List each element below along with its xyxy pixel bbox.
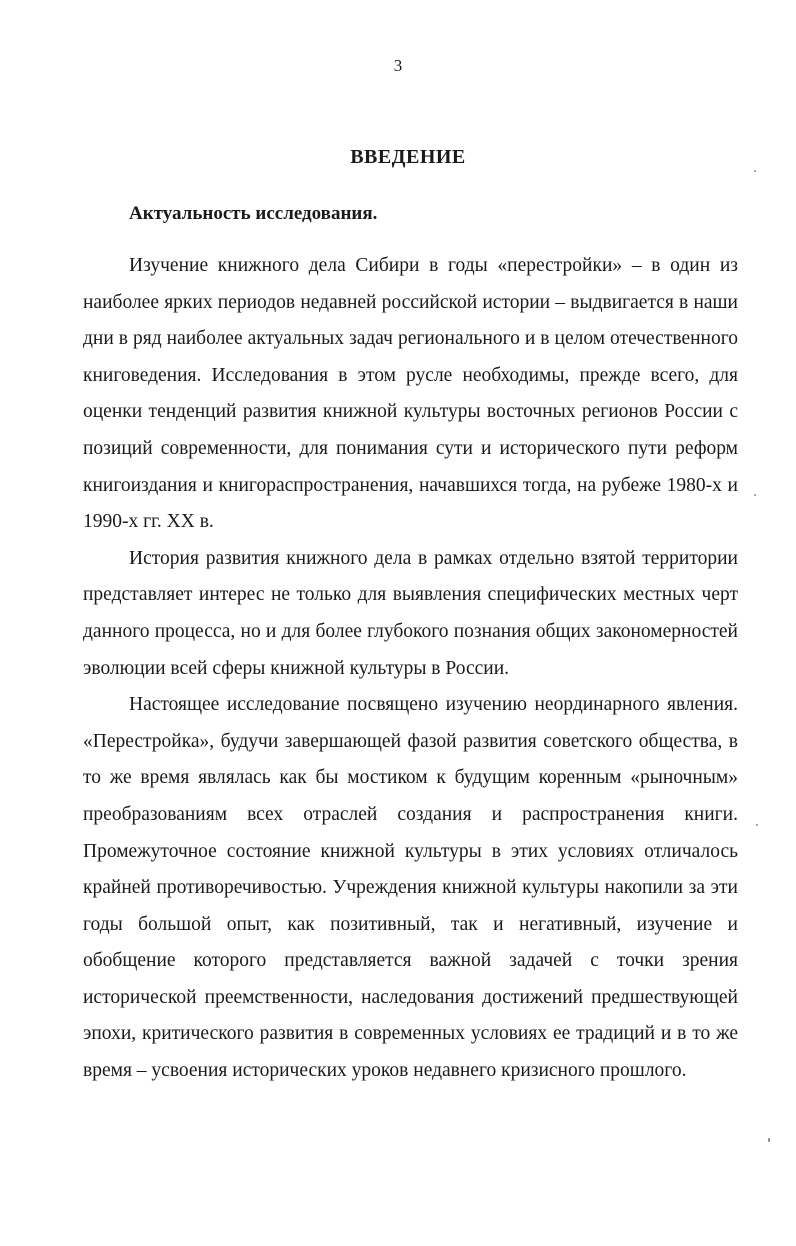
scan-speck: [768, 1138, 770, 1142]
paragraph: Настоящее исследование посвящено изучению неординарного явления. «Перестройка», будучи завершающей фазой развития советского общества, в то же время являлась как бы мостиком к будущим коренным «рыночным» преобразованиям всех отраслей создания и распространения книги. Промежуточное состояние книжной культуры в этих условиях отличалось крайней противоречивостью. Учреждения книжной культуры накопили за эти годы большой опыт, как позитивный, так и негативный, изучение и обобщение которого представляется важной задачей с точки зрения исторической преемственности, наследования достижений предшествующей эпохи, критического развития в современных условиях ее традиций и в то же время – усвоения исторических уроков недавнего кризисного прошлого.: [83, 694, 738, 1082]
page-number: 3: [393, 56, 403, 75]
scan-speck: [754, 170, 756, 172]
section-title: ВВЕДЕНИЕ: [350, 146, 466, 168]
scan-speck: [756, 824, 758, 826]
section-subtitle: Актуальность исследования.: [129, 203, 378, 224]
body-text: [83, 248, 738, 1090]
paragraph: Изучение книжного дела Сибири в годы «перестройки» – в один из наиболее ярких периодов недавней российской истории – выдвигается в наши дни в ряд наиболее актуальных задач регионального и в целом отечественного книговедения. Исследования в этом русле необходимы, прежде всего, для оценки тенденций развития книжной культуры восточных регионов России с позиций современности, для понимания сути и исторического пути реформ книгоиздания и книгораспространения, начавшихся тогда, на рубеже 1980-х и 1990-х гг. XX в.: [83, 255, 738, 533]
paragraph: История развития книжного дела в рамках отдельно взятой территории представляет интерес не только для выявления специфических местных черт данного процесса, но и для более глубокого познания общих закономерностей эволюции всей сферы книжной культуры в России.: [83, 547, 738, 679]
scan-speck: [754, 494, 756, 496]
